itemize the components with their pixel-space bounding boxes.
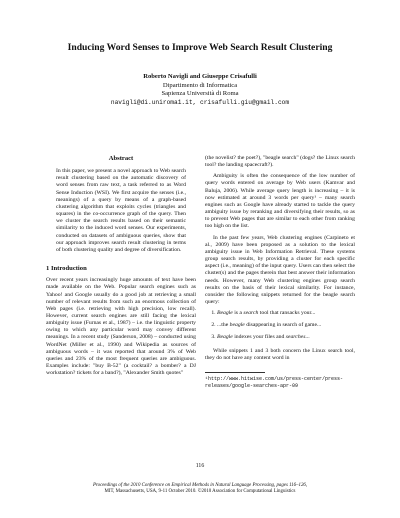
affiliation-department: Dipartimento di Informatica: [162, 81, 238, 89]
proceedings-footer: [0, 483, 400, 495]
author-emails: navigli@di.uniroma1.it, crisafulli.giu@gmail.com: [110, 98, 290, 106]
list-item: 3. Beagle indexes your files and searches...: [217, 334, 355, 341]
snippet-list: [205, 310, 355, 341]
author-block: [0, 73, 400, 107]
right-column: [205, 155, 355, 391]
list-item: 2. ...the beagle disappearing in search of game...: [217, 322, 355, 329]
paper-title: Inducing Word Senses to Improve Web Search Result Clustering: [67, 42, 333, 53]
footnote: [205, 376, 355, 391]
left-column: [46, 155, 196, 381]
proceedings-line-2: MIT, Massachusetts, USA, 9-11 October 2010. ©2010 Association for Computational Linguistics: [104, 489, 296, 495]
intro-paragraph-2: Ambiguity is often the consequence of the low number of query words entered on average by Web users (Kamvar and Baluja, 2006). While average query length is increasing – it is now estimated at around 3 words per query¹ – many search engines such as Google have already started to tackle the query ambiguity issue by reranking and diversifying their results, so as to prevent Web pages that are similar to each other from ranking too high on the list.: [205, 173, 355, 230]
intro-paragraph-1: Over recent years increasingly huge amounts of text have been made available on the Web. Popular search engines such as Yahoo! and Google usually do a good job at retrieving a small number of relevant results from such an enormous collection of Web pages (i.e. retrieving with high precision, low recall). However, current search engines are still facing the lexical ambiguity issue (Furnas et al., 1987) – i.e. the linguistic property owing to which any particular word may convey different meanings. In a recent study (Sanderson, 2008) – conducted using WordNet (Miller et al., 1990) and Wikipedia as sources of ambiguous words – it was reported that around 3% of Web queries and 23% of the most frequent queries are ambiguous. Examples include: "buy B-52" (a cocktail? a bomber? a DJ workstation? tickets for a band?), "Alexander Smith quotes": [46, 277, 196, 377]
proceedings-line-1: Proceedings of the 2010 Conference on Empirical Methods in Natural Language Processing, pages 116–126,: [92, 483, 308, 488]
affiliation-university: Sapienza Università di Roma: [161, 90, 239, 98]
author-names: Roberto Navigli and Giuseppe Crisafulli: [143, 73, 257, 80]
footnote-url[interactable]: ¹http://www.hitwise.com/us/press-center/press-releases/google-searches-apr-09: [205, 375, 344, 390]
abstract-text: In this paper, we present a novel approach to Web search result clustering based on the automatic discovery of word senses from raw text, a task referred to as Word Sense Induction (WSI). We first acquire the senses (i.e., meanings) of a query by means of a graph-based clustering algorithm that exploits cycles (triangles and squares) in the co-occurrence graph of the query. Then we cluster the search results based on their semantic similarity to the induced word senses. Our experiments, conducted on datasets of ambiguous queries, show that our approach improves search result clustering in terms of both clustering quality and degree of diversification.: [56, 168, 186, 253]
abstract-heading: Abstract: [108, 155, 134, 162]
section-heading-introduction: 1 Introduction: [46, 265, 87, 273]
intro-paragraph-1-cont: (the novelist? the poet?), "beagle search" (dogs? the Linux search tool? the landing spacecraft?).: [205, 155, 355, 169]
list-item: 1. Beagle is a search tool that ransacks your...: [217, 310, 355, 317]
page-number: 116: [195, 463, 205, 469]
footnote-rule: [205, 372, 265, 373]
abstract: [56, 168, 186, 254]
intro-paragraph-4: While snippets 1 and 3 both concern the Linux search tool, they do not have any content word in: [205, 347, 355, 361]
intro-paragraph-3: In the past few years, Web clustering engines (Carpineto et al., 2009) have been proposed as a solution to the lexical ambiguity issue in Web Information Retrieval. These systems group search results, by providing a cluster for each specific aspect (i.e., meaning) of the input query. Users can then select the cluster(s) and the pages therein that best answer their information needs. However, many Web clustering engines group search results on the basis of their lexical similarity. For instance, consider the following snippets returned for the beagle search query:: [205, 234, 355, 305]
